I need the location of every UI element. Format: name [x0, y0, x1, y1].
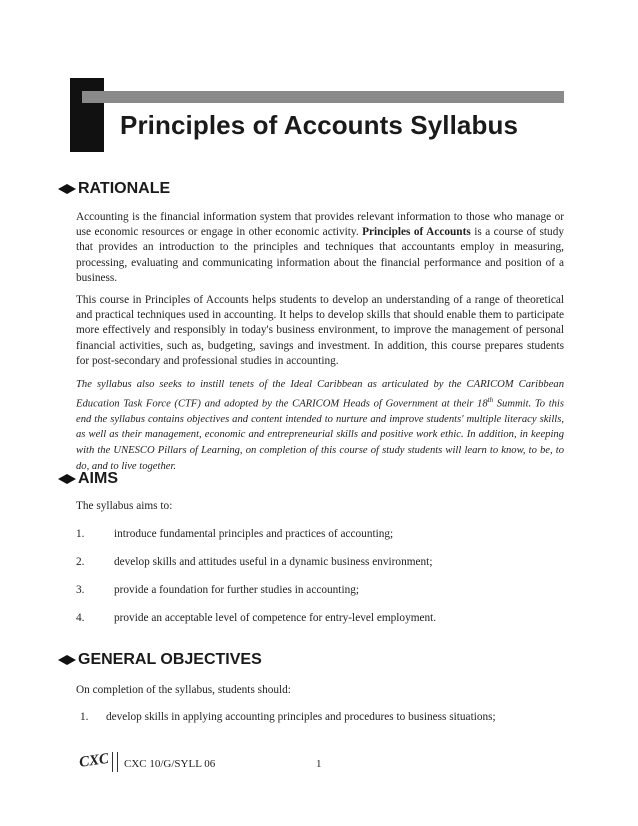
cxc-logo-text: CXC	[78, 750, 108, 771]
rationale-p1-bold: Principles of Accounts	[362, 226, 471, 239]
rationale-p3-text-end: Summit. To this end the syllabus contains objectives and content intended to nurture and improve students' multiple literacy skills, as well as their management, economic and entrepreneurial skills and positive work ethic. In addition, in keeping with the UNESCO Pillars of Learning, on completion of this course of study students will learn to know, to be, to do, and to live together.	[76, 398, 564, 472]
rationale-p1-text: Accounting is the financial information system that provides relevant information to those who manage or use economic resources or engage in other economic activity.	[76, 211, 564, 239]
objectives-heading-text: GENERAL OBJECTIVES	[78, 651, 262, 668]
list-item-number: 3.	[76, 584, 85, 596]
objectives-intro: On completion of the syllabus, students should:	[76, 684, 291, 696]
header-decor-bar	[82, 91, 564, 103]
page-number: 1	[316, 758, 322, 770]
list-item-text: provide an acceptable level of competence for entry-level employment.	[114, 612, 437, 624]
list-item-text: provide a foundation for further studies in accounting;	[114, 584, 360, 596]
diamond-bullet-icon	[58, 474, 76, 484]
list-item-number: 2.	[76, 556, 85, 568]
syllabus-code: CXC 10/G/SYLL 06	[124, 758, 216, 770]
list-item-text: develop skills in applying accounting principles and procedures to business situations;	[106, 711, 496, 723]
list-item-text: introduce fundamental principles and practices of accounting;	[114, 528, 394, 540]
aims-heading-text: AIMS	[78, 470, 118, 487]
rationale-paragraph-3	[76, 377, 564, 474]
footer-separator	[112, 752, 118, 772]
aims-intro: The syllabus aims to:	[76, 500, 173, 512]
rationale-p1-text-end: is a course of study that provides an introduction to the principles and techniques that accountants employ in measuring, processing, evaluating and communicating information about the financial performance and position of a business.	[76, 226, 564, 284]
rationale-heading-text: RATIONALE	[78, 180, 171, 197]
rationale-paragraph-1	[76, 210, 564, 286]
list-item-text: develop skills and attitudes useful in a dynamic business environment;	[114, 556, 433, 568]
section-heading-rationale	[58, 180, 170, 198]
header-decor-block	[70, 78, 104, 152]
list-item-number: 1.	[80, 711, 89, 723]
list-item-number: 1.	[76, 528, 85, 540]
page-title: Principles of Accounts Syllabus	[120, 110, 519, 140]
section-heading-aims	[58, 470, 118, 488]
rationale-paragraph-2: This course in Principles of Accounts helps students to develop an understanding of a range of theoretical and practical techniques used in accounting. It helps to develop skills that should enable them to participate more effectively and responsibly in today's business environment, to improve the management of personal financial activities, such as, budgeting, savings and investment. In addition, this course prepares students for post-secondary and professional studies in accounting.	[76, 294, 564, 367]
diamond-bullet-icon	[58, 184, 76, 194]
list-item-number: 4.	[76, 612, 85, 624]
section-heading-objectives	[58, 651, 262, 669]
cxc-logo	[78, 747, 108, 773]
rationale-p3-sup: th	[487, 395, 494, 404]
rationale-p3-text: The syllabus also seeks to instill tenets of the Ideal Caribbean as articulated by the CARICOM Caribbean Education Task Force (CTF) and adopted by the CARICOM Heads of Government at their 18	[76, 379, 564, 410]
diamond-bullet-icon	[58, 655, 76, 665]
